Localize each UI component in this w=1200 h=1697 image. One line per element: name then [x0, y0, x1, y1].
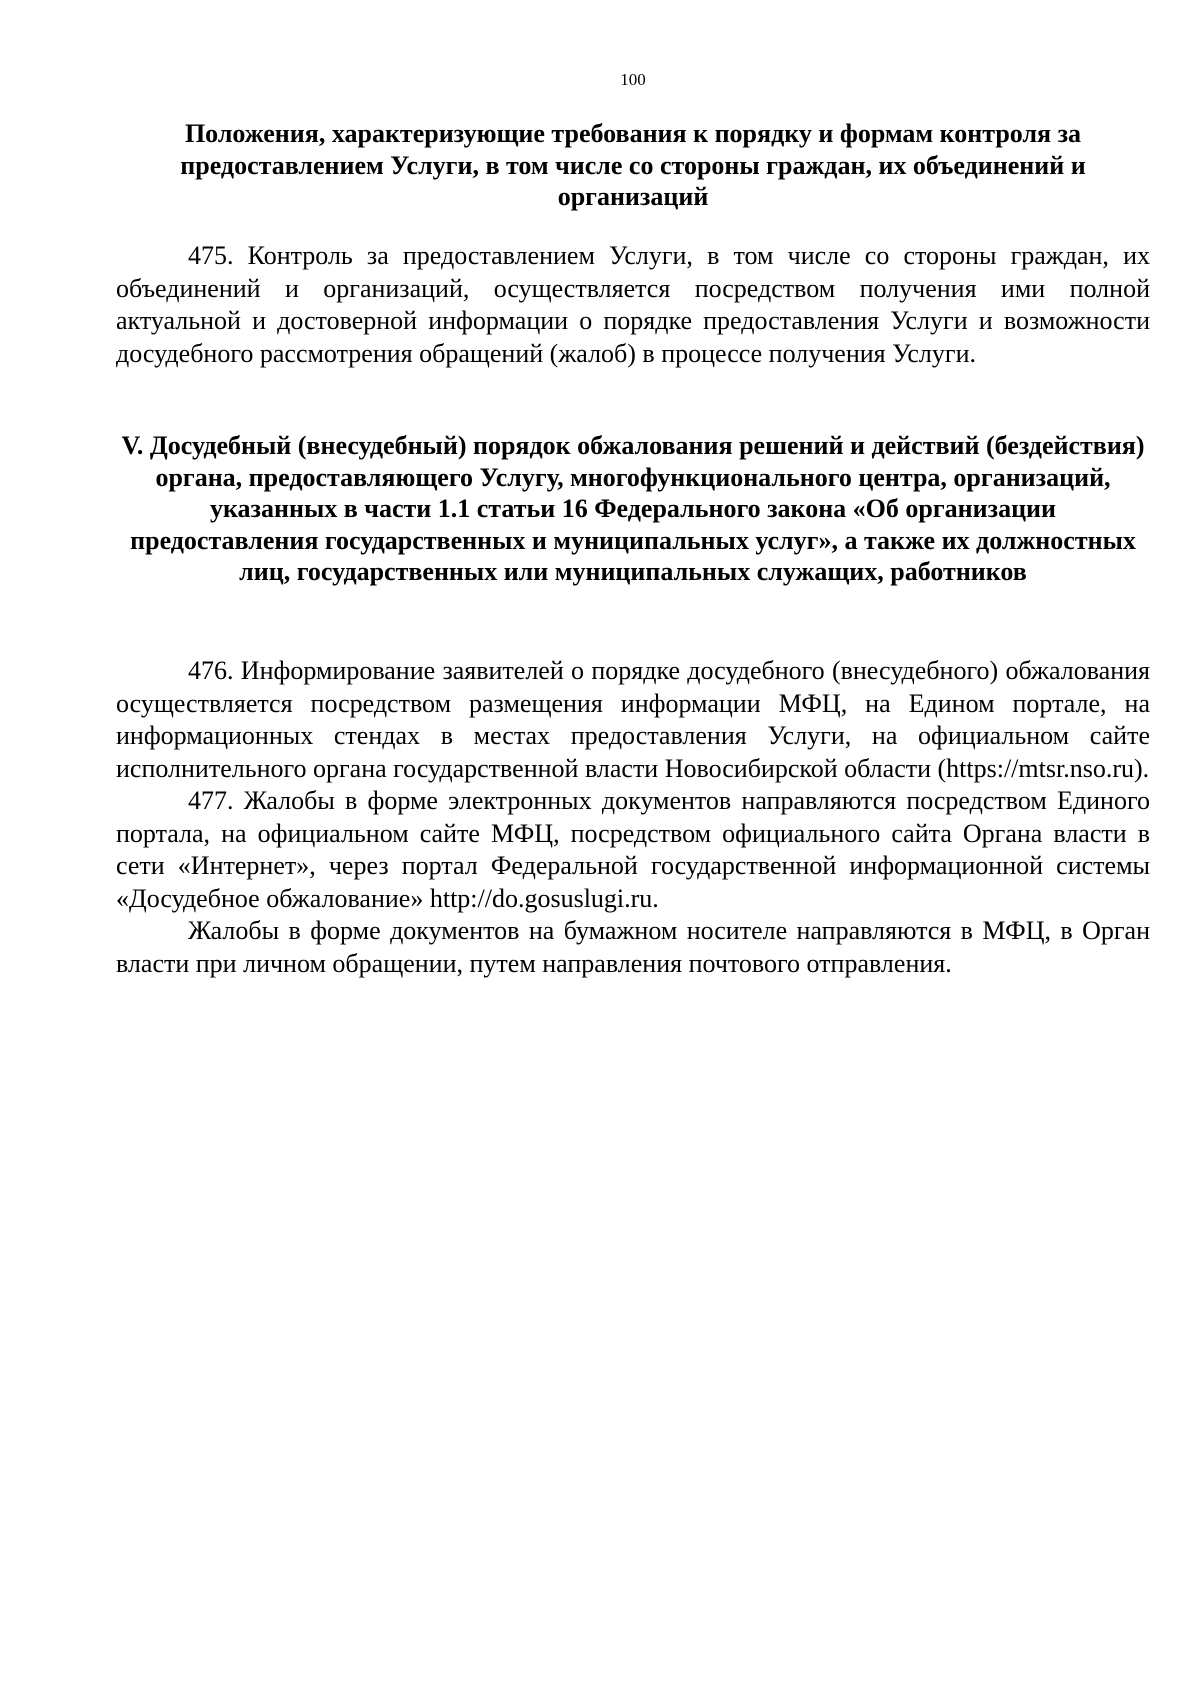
section-heading-control: Положения, характеризующие требования к порядку и формам контроля за предоставлением Услуги, в том числе со стороны граждан, их объединений и организаций	[180, 119, 1086, 211]
paragraph-475: 475. Контроль за предоставлением Услуги, в том числе со стороны граждан, их объединений и организаций, осуществляется посредством получения ими полной актуальной и достоверной информации о порядке предоставления Услуги и возможности досудебного рассмотрения обращений (жалоб) в процессе получения Услуги.	[116, 241, 1150, 368]
paragraph-block-control	[116, 240, 1150, 370]
page-number: 100	[620, 70, 646, 89]
paragraph-477: 477. Жалобы в форме электронных документов направляются посредством Единого портала, на официальном сайте МФЦ, посредством официального сайта Органа власти в сети «Интернет», через портал Федеральной государственной информационной системы «Досудебное обжалование» http://do.gosuslugi.ru.	[116, 786, 1150, 913]
section-heading-appeal: V. Досудебный (внесудебный) порядок обжалования решений и действий (бездействия) органа, предоставляющего Услугу, многофункционального центра, организаций, указанных в части 1.1 статьи 16 Федерального закона «Об организации предоставления государственных и муниципальных услуг», а также их должностных лиц, государственных или муниципальных служащих, работников	[121, 431, 1145, 586]
paragraph-477-continued: Жалобы в форме документов на бумажном носителе направляются в МФЦ, в Орган власти при личном обращении, путем направления почтового отправления.	[116, 916, 1150, 978]
paragraph-block-appeal	[116, 655, 1150, 980]
paragraph-476: 476. Информирование заявителей о порядке досудебного (внесудебного) обжалования осуществляется посредством размещения информации МФЦ, на Едином портале, на информационных стендах в местах предоставления Услуги, на официальном сайте исполнительного органа государственной власти Новосибирской области (https://mtsr.nso.ru).	[116, 656, 1150, 783]
